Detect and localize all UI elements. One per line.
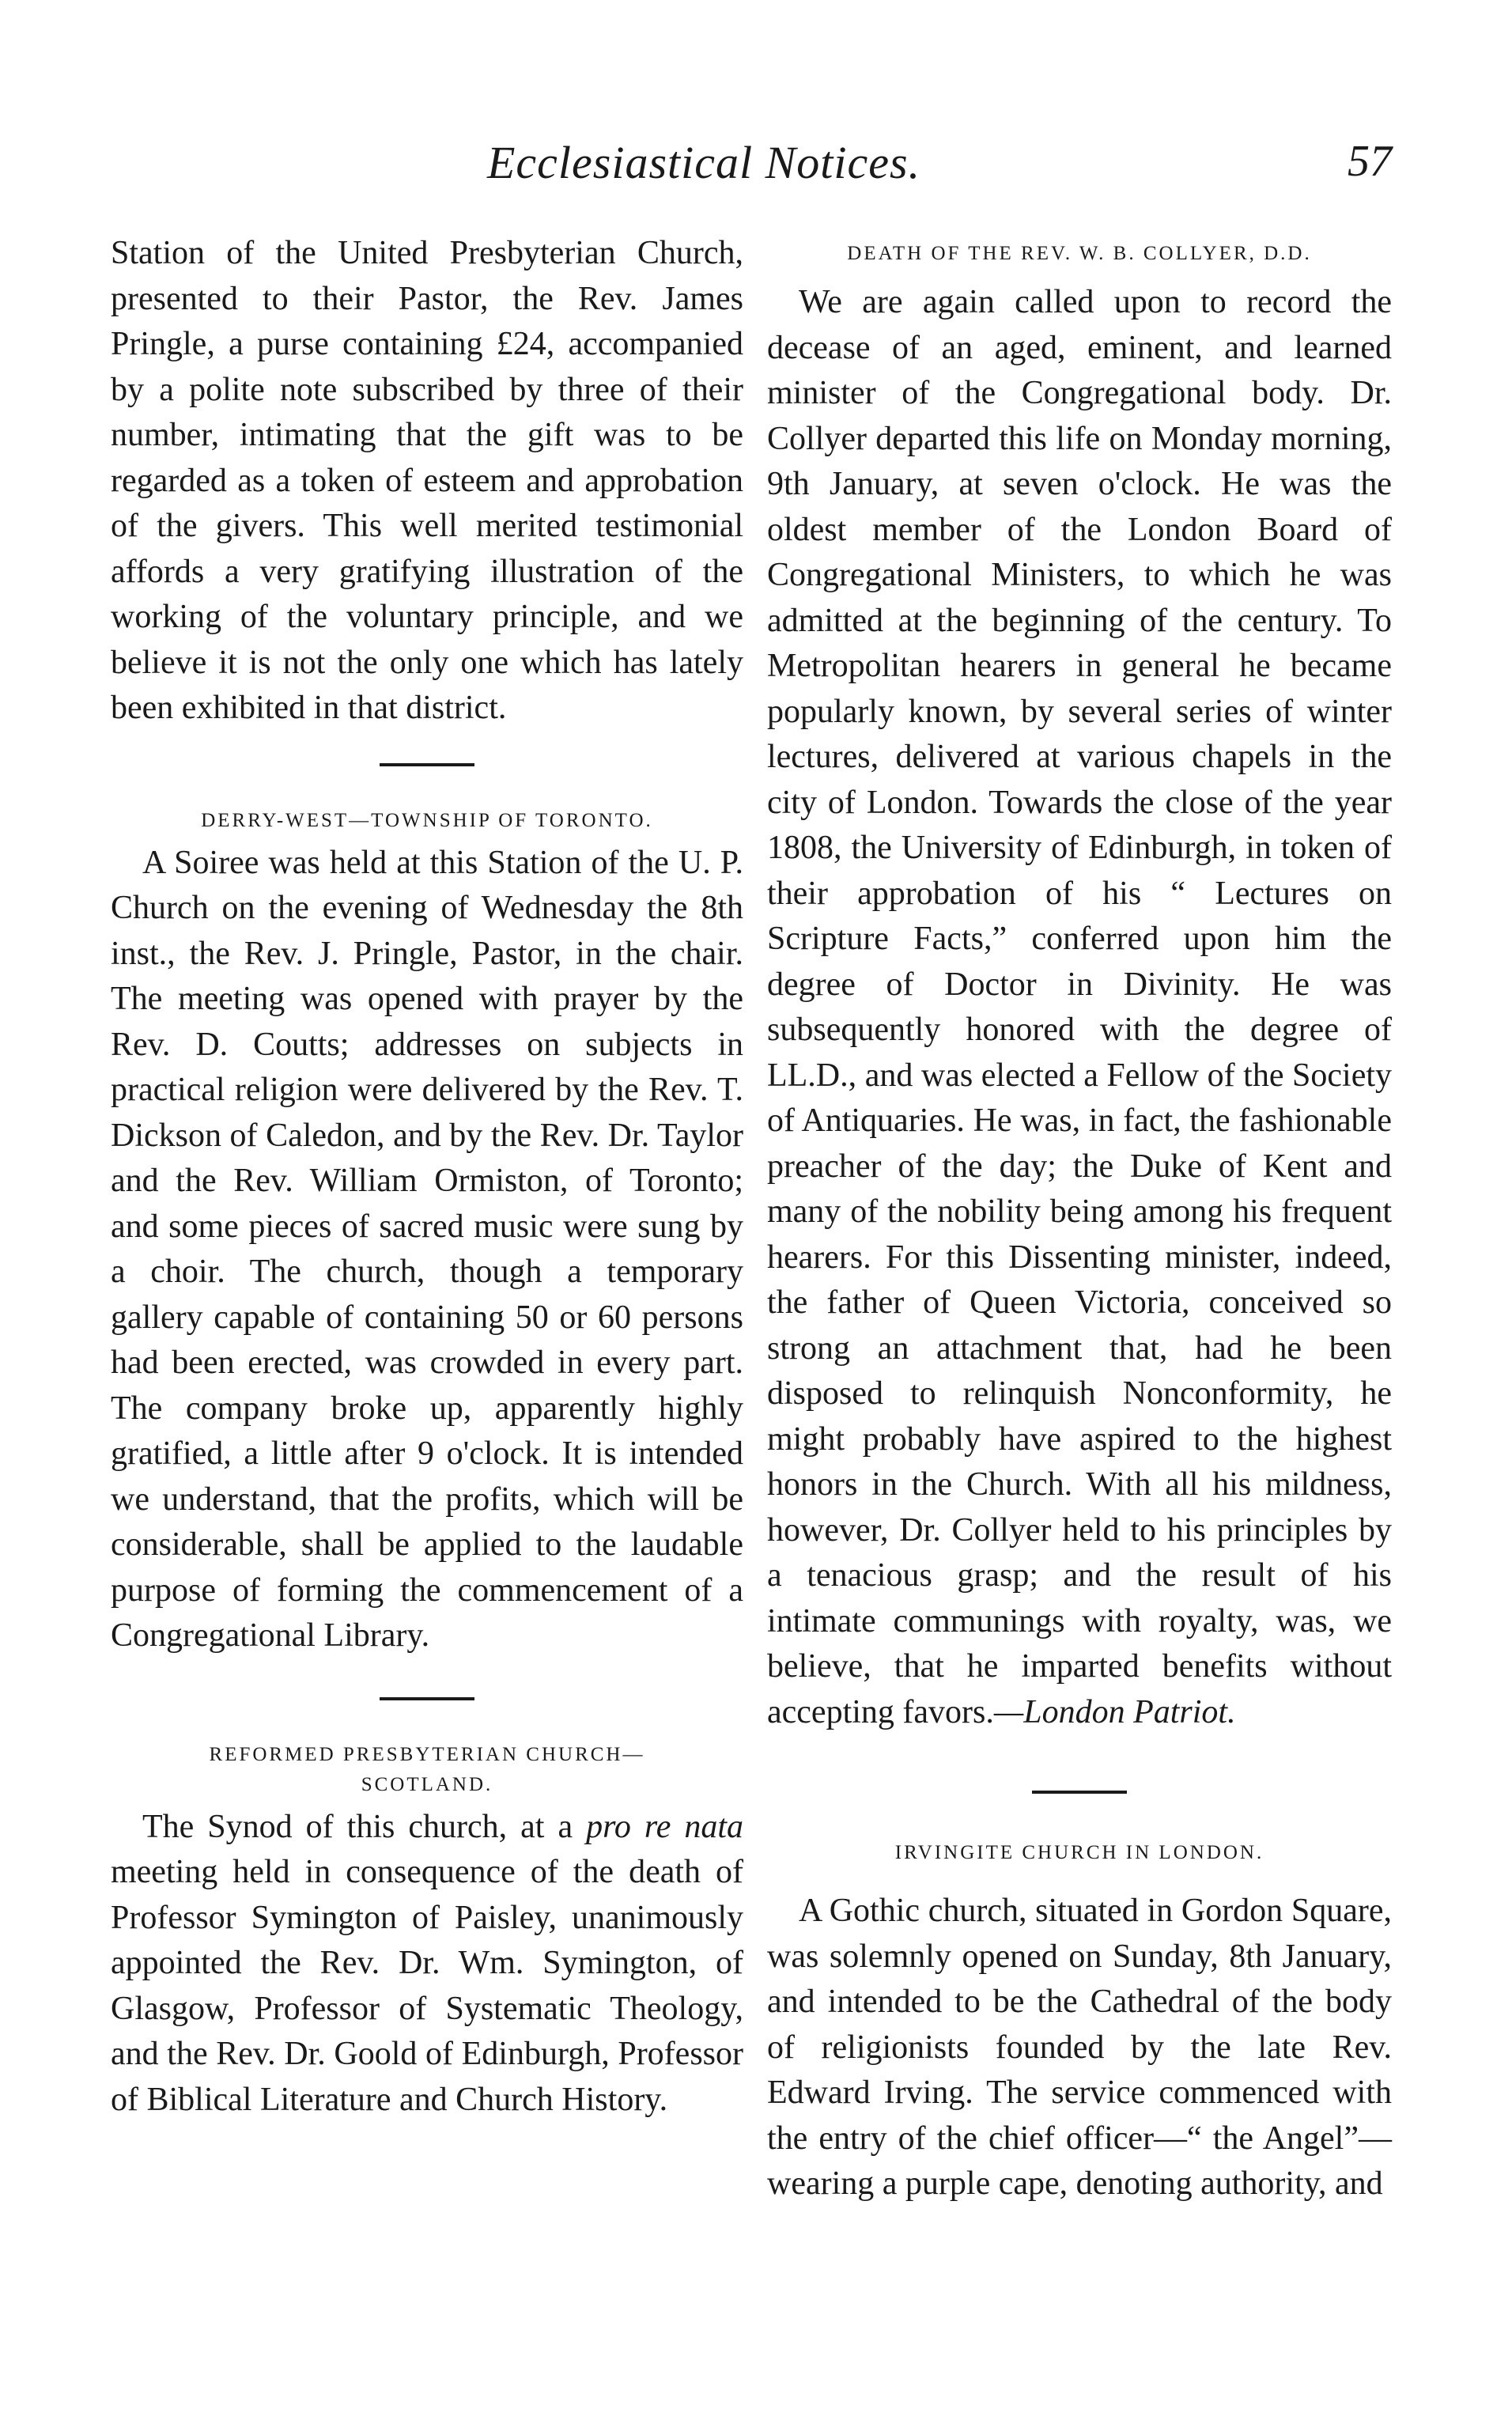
- heading-line-1: REFORMED PRESBYTERIAN CHURCH—: [209, 1743, 645, 1765]
- article-collyer-text: We are again called upon to record the decease of an aged, eminent, and learned minister of the Congregational body. Dr. Collyer departed this life on Monday morning, 9th January, at seven o'clock. He was the oldest member of the London Board of Congregational Ministers, to which he was admitted at the beginning of the century. To Metropolitan hearers in general he became popularly known, by several series of winter lectures, delivered at various chapels in the city of London. Towards the close of the year 1808, the University of Edinburgh, in token of their approbation of his “ Lectures on Scripture Facts,” conferred upon him the degree of Doctor in Divinity. He was subsequently honored with the degree of LL.D., and was elected a Fellow of the Society of Antiquaries. He was, in fact, the fashionable preacher of the day; the Duke of Kent and many of the nobility being among his frequent hearers. For this Dissenting minister, indeed, the father of Queen Victoria, conceived so strong an attachment that, had he been disposed to relinquish Nonconformity, he might probably have aspired to the highest honors in the Church. With all his mildness, however, Dr. Collyer held to his principles by a tenacious grasp; and the result of his intimate communings with royalty, was, we believe, that he imparted benefits without accepting favors.: [767, 284, 1392, 1730]
- article-collyer: [767, 280, 1392, 1735]
- article-irvingite: A Gothic church, situated in Gordon Square, was solemnly opened on Sunday, 8th January, and intended to be the Cathedral of the body of religionists founded by the late Rev. Edward Irving. The service commenced with the entry of the chief officer—“ the Angel”—wearing a purple cape, denoting authority, and: [767, 1893, 1392, 2202]
- page-header: [127, 136, 1392, 207]
- latin-phrase: pro re nata: [586, 1808, 744, 1845]
- section-heading-derry-west: DERRY-WEST—TOWNSHIP OF TORONTO.: [201, 809, 653, 831]
- continued-paragraph: Station of the United Presbyterian Church, presented to their Pastor, the Rev. James Pringle, a purse containing £24, accompanied by a polite note subscribed by three of their number, intimating that the gift was to be regarded as a token of esteem and approbation of the givers. This well merited testimonial affords a very gratifying illustration of the working of the voluntary principle, and we believe it is not the only one which has lately been exhibited in that district.: [111, 235, 743, 726]
- running-title: Ecclesiastical Notices.: [487, 137, 921, 188]
- left-column: [111, 231, 743, 2123]
- section-heading-reformed-presbyterian: [111, 1740, 743, 1800]
- section-heading-collyer: DEATH OF THE REV. W. B. COLLYER, D.D.: [847, 243, 1312, 264]
- source-attribution: —London Patriot.: [993, 1693, 1236, 1730]
- article-text-end: meeting held in consequence of the death of Professor Symington of Paisley, unanimously appointed the Rev. Dr. Wm. Symington, of Glasgow, Professor of Systematic Theology, and the Rev. Dr. Goold of Edinburgh, Professor of Biblical Literature and Church History.: [111, 1854, 743, 2118]
- section-divider: [1032, 1791, 1127, 1794]
- section-heading-irvingite: IRVINGITE CHURCH IN LONDON.: [894, 1842, 1264, 1863]
- article-text-start: The Synod of this church, at a: [142, 1808, 587, 1845]
- article-derry-west: A Soiree was held at this Station of the U. P. Church on the evening of Wednesday the 8th inst., the Rev. J. Pringle, Pastor, in the chair. The meeting was opened with prayer by the Rev. D. Coutts; addresses on subjects in practical religion were delivered by the Rev. T. Dickson of Caledon, and by the Rev. Dr. Taylor and the Rev. William Ormiston, of Toronto; and some pieces of sacred music were sung by a choir. The church, though a temporary gallery capable of containing 50 or 60 persons had been erected, was crowded in every part. The company broke up, apparently highly gratified, a little after 9 o'clock. It is intended we understand, that the profits, which will be considerable, shall be applied to the laudable purpose of forming the commencement of a Congregational Library.: [111, 844, 743, 1654]
- section-divider: [380, 1697, 474, 1700]
- heading-line-2: SCOTLAND.: [361, 1773, 493, 1795]
- right-column: [767, 231, 1392, 2207]
- section-divider: [380, 763, 474, 766]
- article-reformed-presbyterian: [111, 1805, 743, 2124]
- page-number: 57: [1348, 137, 1392, 186]
